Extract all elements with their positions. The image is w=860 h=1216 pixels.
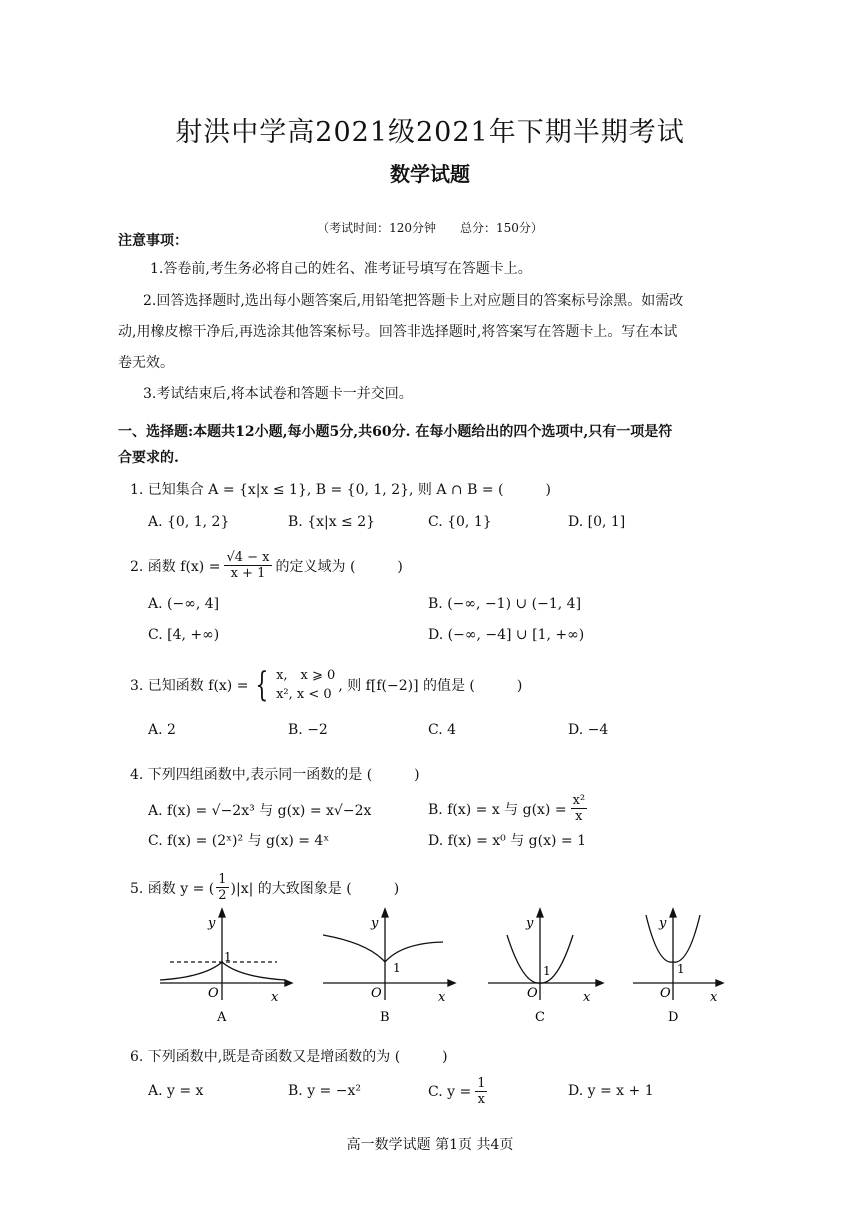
piecewise-brace: { [255, 665, 269, 705]
notice-item-2-line-2: 动,用橡皮檫干净后,再选涂其他答案标号。回答非选择题时,将答案写在答题卡上。写在本试 [118, 324, 678, 340]
graph-c-one-label: 1 [543, 964, 551, 978]
question-1-option-d: D. [0, 1] [568, 514, 626, 530]
question-5-fraction [216, 872, 228, 903]
exam-info: （考试时间：120分钟 总分：150分） [317, 221, 543, 235]
notice-item-1: 1.答卷前,考生务必将自己的姓名、准考证号填写在答题卡上。 [150, 261, 532, 277]
question-4-option-b-fraction [571, 793, 588, 824]
question-3-case-2: x², x < 0 [276, 687, 332, 702]
question-6-option-c-prefix: C. y = [428, 1083, 472, 1100]
question-2-stem [130, 550, 403, 581]
graph-b-option-label: B [380, 1010, 390, 1025]
question-2-fraction [224, 550, 271, 581]
question-2-numerator: √4 − x [226, 550, 270, 565]
notice-item-2-line-1: 2.回答选择题时,选出每小题答案后,用铅笔把答题卡上对应题目的答案标号涂黑。如需改 [143, 293, 684, 309]
graph-a-y-label: y [208, 916, 216, 931]
graph-d-one-label: 1 [677, 962, 685, 976]
graph-a-x-arrow [285, 980, 292, 986]
graph-c-y-arrow [537, 909, 543, 917]
question-3-option-d: D. −4 [568, 722, 609, 738]
question-5-denominator: 2 [218, 888, 227, 903]
question-4-option-b-numerator: x² [572, 793, 586, 808]
question-2-option-b: B. (−∞, −1) ∪ (−1, 4] [428, 596, 582, 612]
question-4-option-a: A. f(x) = √−2x³ 与 g(x) = x√−2x [148, 803, 372, 819]
graph-a-one-label: 1 [224, 950, 232, 964]
page-footer: 高一数学试题 第1页 共4页 [346, 1137, 514, 1153]
graph-b-x-arrow [448, 980, 455, 986]
question-2-option-d: D. (−∞, −4] ∪ [1, +∞) [428, 627, 585, 643]
question-4-option-c: C. f(x) = (2ˣ)² 与 g(x) = 4ˣ [148, 833, 330, 849]
question-6-option-c-fraction [475, 1076, 487, 1107]
graph-d-x-label: x [710, 990, 718, 1005]
question-3-suffix: , 则 f[f(−2)] 的值是 ( ) [338, 678, 523, 694]
question-2-suffix: 的定义域为 ( ) [275, 558, 403, 575]
question-5-prefix: 5. 函数 y = ( [130, 880, 215, 897]
question-3-option-b: B. −2 [288, 722, 328, 738]
section-1-line-1: 一、选择题:本题共12小题,每小题5分,共60分. 在每小题给出的四个选项中,只有一项是符 [118, 424, 673, 440]
graph-b-one-label: 1 [393, 961, 401, 975]
question-6-option-d: D. y = x + 1 [568, 1083, 654, 1099]
question-4-option-d: D. f(x) = x⁰ 与 g(x) = 1 [428, 833, 586, 849]
question-6-stem: 6. 下列函数中,既是奇函数又是增函数的为 ( ) [130, 1049, 448, 1065]
graph-c-y-label: y [526, 916, 534, 931]
question-6-option-b: B. y = −x² [288, 1083, 361, 1099]
question-1-option-a: A. {0, 1, 2} [148, 514, 230, 530]
question-3-cases [276, 666, 335, 704]
question-5-stem [130, 872, 399, 903]
graph-b-curve [323, 935, 443, 962]
question-3-option-c: C. 4 [428, 722, 457, 738]
question-3-case-1: x, x ⩾ 0 [276, 668, 336, 683]
question-5-numerator: 1 [218, 872, 227, 887]
question-1-stem: 1. 已知集合 A = {x|x ≤ 1}, B = {0, 1, 2}, 则 A ∩ B = ( ) [130, 482, 551, 498]
graph-c-option-label: C [535, 1010, 545, 1025]
question-1-option-c: C. {0, 1} [428, 514, 492, 530]
question-2-denominator: x + 1 [230, 566, 266, 581]
question-5-suffix: )|x| 的大致图象是 ( ) [230, 880, 400, 897]
question-6-option-c-denominator: x [477, 1092, 486, 1107]
graph-a-option-label: A [217, 1010, 227, 1025]
graph-b-x-label: x [438, 990, 446, 1005]
graph-b-y-arrow [382, 909, 388, 917]
question-1-option-b: B. {x|x ≤ 2} [288, 514, 376, 530]
graph-d-origin-label: O [660, 986, 671, 1001]
question-4-option-b-prefix: B. f(x) = x 与 g(x) = [428, 801, 567, 818]
graph-d [628, 905, 753, 1030]
section-1-line-2: 合要求的. [118, 450, 179, 466]
question-2-option-a: A. (−∞, 4] [148, 596, 220, 612]
graph-a-y-arrow [219, 909, 225, 917]
notice-item-3: 3.考试结束后,将本试卷和答题卡一并交回。 [143, 386, 413, 402]
graph-b [318, 905, 458, 1030]
question-2-prefix: 2. 函数 f(x) = [130, 558, 221, 575]
exam-subtitle: 数学试题 [390, 162, 470, 186]
graph-d-x-arrow [716, 980, 723, 986]
graph-b-origin-label: O [371, 986, 382, 1001]
question-3-option-a: A. 2 [148, 722, 176, 738]
graph-c-x-label: x [583, 990, 591, 1005]
graph-c [483, 905, 608, 1030]
question-2-option-c: C. [4, +∞) [148, 627, 220, 643]
notice-item-2-line-3: 卷无效。 [118, 355, 174, 371]
graph-c-x-arrow [596, 980, 603, 986]
question-4-stem: 4. 下列四组函数中,表示同一函数的是 ( ) [130, 767, 420, 783]
graph-a [155, 905, 295, 1030]
question-3-stem [130, 666, 522, 704]
graph-c-origin-label: O [527, 986, 538, 1001]
question-6-option-c [428, 1076, 487, 1107]
graph-d-y-arrow [670, 909, 676, 917]
notice-heading: 注意事项： [118, 233, 188, 249]
graph-d-option-label: D [668, 1010, 679, 1025]
graph-a-x-label: x [271, 990, 279, 1005]
question-4-option-b-denominator: x [575, 809, 583, 824]
graph-a-origin-label: O [208, 986, 219, 1001]
graph-b-y-label: y [371, 916, 379, 931]
question-6-option-c-numerator: 1 [477, 1076, 486, 1091]
question-3-prefix: 3. 已知函数 f(x) = [130, 678, 249, 694]
question-6-option-a: A. y = x [148, 1083, 204, 1099]
graph-d-y-label: y [659, 916, 667, 931]
question-4-option-b [428, 793, 587, 824]
exam-title: 射洪中学高2021级2021年下期半期考试 [175, 117, 685, 148]
